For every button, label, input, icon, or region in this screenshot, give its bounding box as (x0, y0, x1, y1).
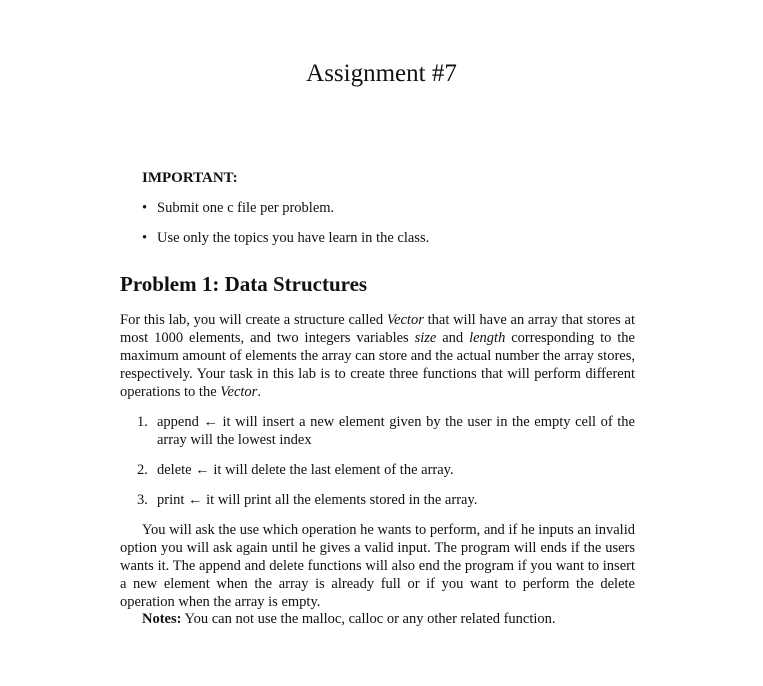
list-item (137, 491, 635, 509)
list-item (137, 413, 635, 449)
list-item (137, 461, 635, 479)
problem-intro-paragraph (120, 311, 635, 401)
assignment-title: Assignment #7 (306, 60, 457, 87)
intro-text-1: For this lab, you will create a structure called (120, 312, 387, 328)
list-item-number: 2. (137, 462, 148, 478)
list-item-text: delete ← it will delete the last element of the array. (157, 462, 454, 478)
intro-vector-term-2: Vector (220, 384, 258, 400)
list-item-number: 1. (137, 414, 148, 430)
intro-text-2: that will have an array that stores at most 1000 elements, and two integers variables (120, 312, 635, 346)
important-list (142, 200, 429, 260)
list-item-number: 3. (137, 492, 148, 508)
notes-text: You can not use the malloc, calloc or any other related function. (181, 611, 556, 627)
intro-size-term: size (414, 330, 437, 346)
intro-vector-term: Vector (386, 312, 424, 328)
list-item: • Use only the topics you have learn in the class. (142, 230, 429, 260)
intro-text-5: . (257, 384, 261, 400)
list-item: • Submit one c file per problem. (142, 200, 429, 230)
notes-label: Notes: (142, 611, 182, 627)
list-item-text: append ← it will insert a new element given by the user in the empty cell of the array will the lowest index (157, 414, 635, 448)
problem-heading: Problem 1: Data Structures (120, 272, 368, 296)
operations-list (137, 413, 635, 521)
notes-line (142, 610, 556, 628)
list-item-text: print ← it will print all the elements stored in the array. (157, 492, 478, 508)
intro-length-term: length (469, 330, 506, 346)
closing-paragraph: You will ask the use which operation he wants to perform, and if he inputs an invalid option you will ask again until he gives a valid input. The program will ends if the users wants it. The append and delete functions will also end the program if you want to insert a new element when the array is already full or if you want to perform the delete operation when the array is empty. (120, 522, 635, 610)
important-label: IMPORTANT: (142, 170, 238, 186)
intro-text-4: corresponding to the maximum amount of elements the array can store and the actual number the array stores, respectively. Your task in this lab is to create three functions that will perform different operations to the (120, 330, 635, 400)
intro-text-3: and (436, 330, 470, 346)
